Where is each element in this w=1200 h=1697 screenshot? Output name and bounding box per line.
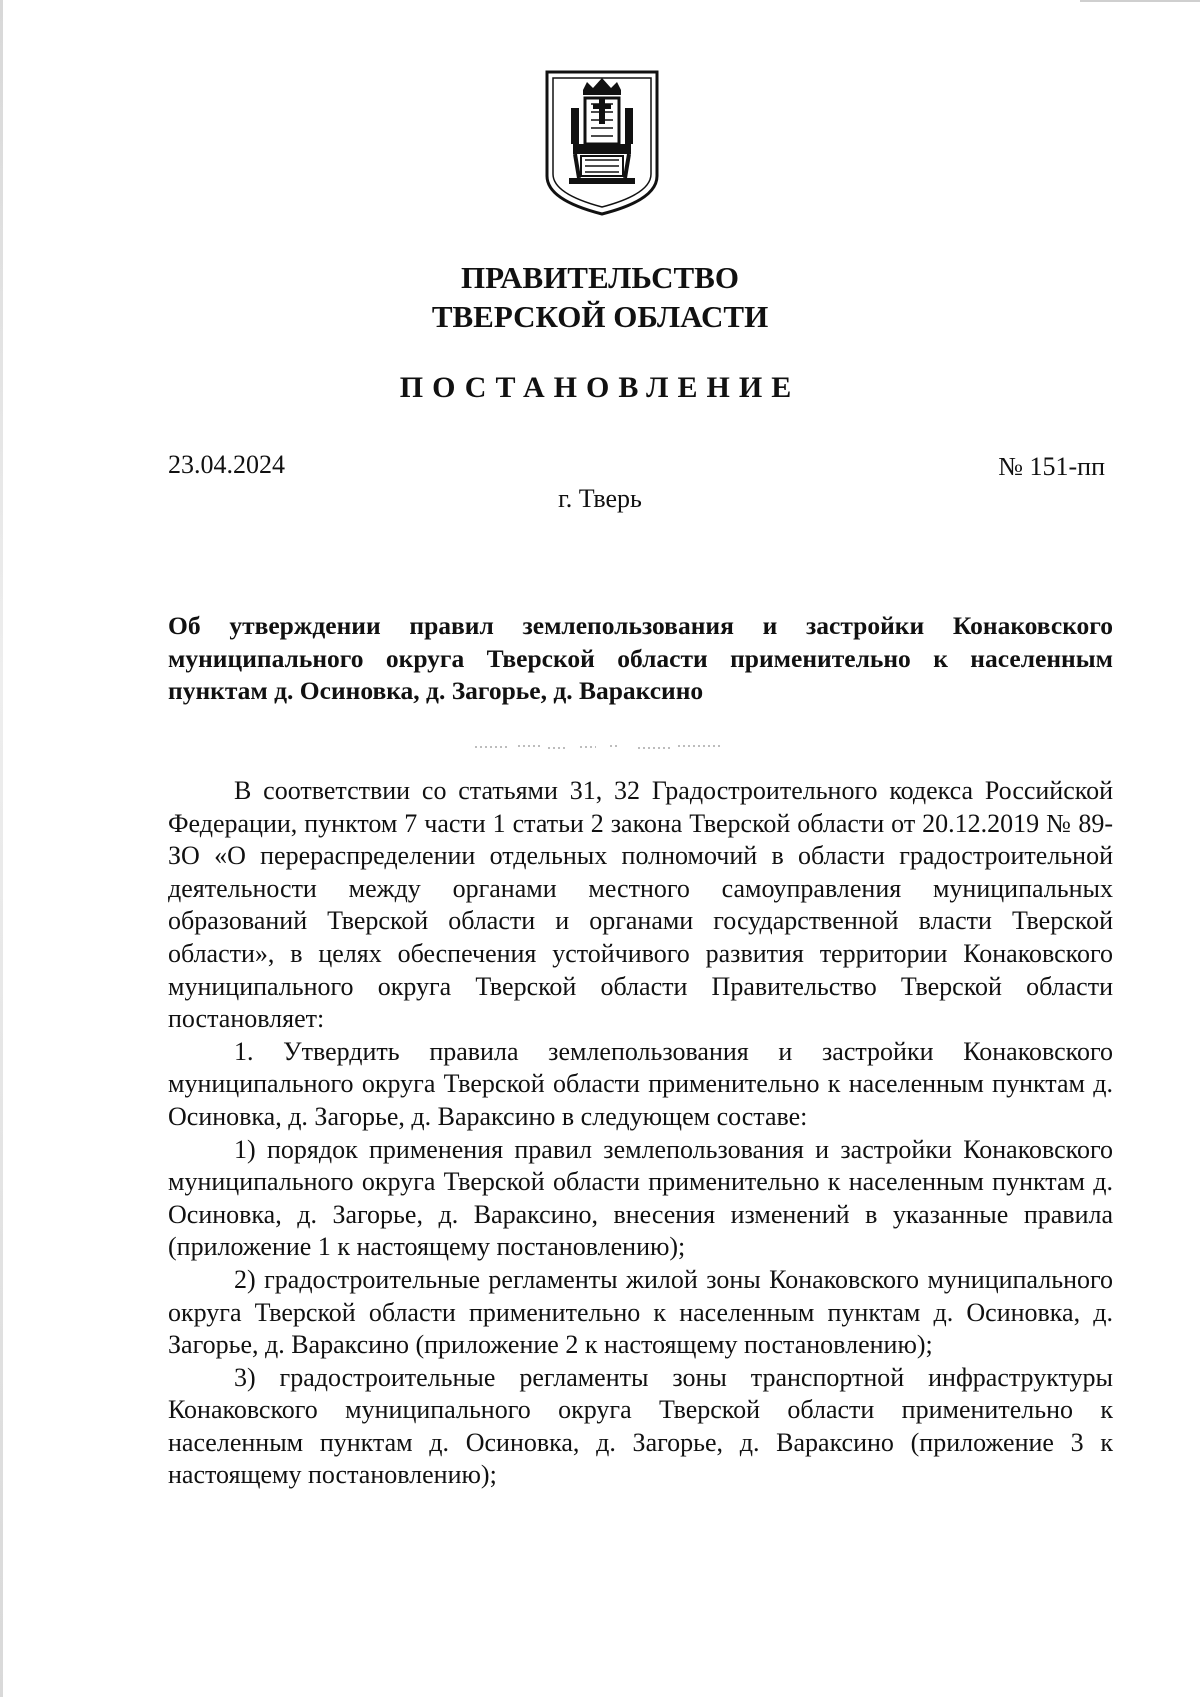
document-body [168,775,1113,1492]
scan-edge-artifact [0,0,3,1697]
scan-noise-artifact [470,740,730,752]
paragraph-subitem-1: 1) порядок применения правил землепользования и застройки Конаковского муниципального округа Тверской области применительно к населенным пунктам д. Осиновка, д. Загорье, д. Вараксино, внесения изменений в указанные правила (приложение 1 к настоящему постановлению); [168,1134,1113,1262]
scan-top-artifact [1080,0,1200,2]
document-date: 23.04.2024 [168,450,285,479]
paragraph-item-1: 1. Утвердить правила землепользования и застройки Конаковского муниципального округа Тверской области применительно к населенным пунктам д. Осиновка, д. Загорье, д. Вараксино в следующем составе: [168,1036,1113,1131]
org-name-line-1: ПРАВИТЕЛЬСТВО [461,260,739,295]
document-number: № 151-пп [998,452,1105,481]
document-title: Об утверждении правил землепользования и застройки Конаковского муниципального округа Тверской области применительно к населенным пунктам д. Осиновка, д. Загорье, д. Вараксино [168,611,1113,705]
paragraph-subitem-3: 3) градостроительные регламенты зоны транспортной инфраструктуры Конаковского муниципального округа Тверской области применительно к населенным пунктам д. Осиновка, д. Загорье, д. Вараксино (приложение 3 к настоящему постановлению); [168,1362,1113,1490]
tver-coat-of-arms-icon [543,68,661,218]
org-name-line-2: ТВЕРСКОЙ ОБЛАСТИ [431,299,769,334]
document-city: г. Тверь [558,484,642,513]
document-type: ПОСТАНОВЛЕНИЕ [399,371,801,404]
paragraph-preamble: В соответствии со статьями 31, 32 Градостроительного кодекса Российской Федерации, пунктом 7 части 1 статьи 2 закона Тверской области от 20.12.2019 № 89-ЗО «О перераспределении отдельных полномочий в области градостроительной деятельности между органами местного самоуправления муниципальных образований Тверской области и органами государственной власти Тверской области», в целях обеспечения устойчивого развития территории Конаковского муниципального округа Тверской области Правительство Тверской области постановляет: [168,776,1113,1034]
paragraph-subitem-2: 2) градостроительные регламенты жилой зоны Конаковского муниципального округа Тверской области применительно к населенным пунктам д. Осиновка, д. Загорье, д. Вараксино (приложение 2 к настоящему постановлению); [168,1264,1113,1360]
